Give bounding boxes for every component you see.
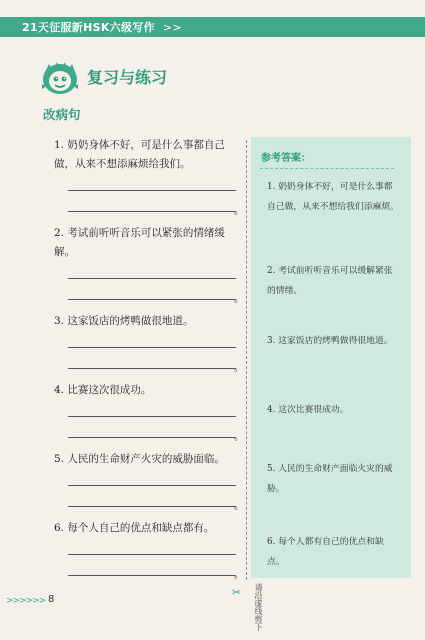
answer-item: 3. 这家饭店的烤鸭做得很地道。 [267,336,393,346]
question-text: 4. 比赛这次很成功。 [54,384,152,396]
question-text: 6. 每个人自己的优点和缺点都有。 [54,522,215,534]
page-number: 8 [48,594,55,605]
answer-blank [68,190,236,191]
answer-divider [260,168,394,169]
answer-blank [68,432,244,443]
section-title: 复习与练习 [87,68,168,87]
answer-item: 2. 考试前听听音乐可以缓解紧张的情绪。 [267,266,393,296]
answer-item: 1. 奶奶身体不好，可是什么事都自己做，从来不想给我们添麻烦。 [267,182,399,212]
header-arrows: >> [162,21,182,34]
question-item [54,519,244,581]
period-mark: 。 [234,363,244,374]
book-title: 21天征服新HSK六级写作 [22,21,155,34]
answer-blank [68,554,236,555]
question-text: 5. 人民的生命财产火灾的威胁面临。 [54,453,225,465]
scissors-icon: ✂ [232,586,242,599]
exercise-subheading: 改病句 [43,107,81,122]
cut-line-divider [246,140,247,580]
period-mark: 。 [234,501,244,512]
cut-instruction: 请沿虚线剪下 [254,583,263,631]
answer-blank [68,294,244,305]
period-mark: 。 [234,432,244,443]
question-item [54,450,244,512]
answer-item: 4. 这次比赛很成功。 [267,405,349,415]
period-mark: 。 [234,206,244,217]
question-item [54,312,244,374]
period-mark: 。 [234,294,244,305]
footer-arrows: >>>>>> [6,596,46,606]
answer-key-panel [251,137,411,578]
answer-blank [68,347,236,348]
question-text: 2. 考试前听听音乐可以紧张的情绪缓解。 [54,227,225,258]
header-title [22,19,182,35]
answer-blank [68,363,244,374]
answer-blank [68,501,244,512]
answer-item: 6. 每个人都有自己的优点和缺点。 [267,537,384,567]
answer-item: 5. 人民的生命财产面临火灾的威胁。 [267,464,393,494]
answer-blank [68,416,236,417]
question-item [54,136,244,217]
period-mark: 。 [234,570,244,581]
answer-blank [68,206,244,217]
cartoon-head-icon [40,58,80,98]
question-list [54,136,244,581]
question-text: 3. 这家饭店的烤鸭做很地道。 [54,315,194,327]
question-text: 1. 奶奶身体不好，可是什么事都自己做，从来不想添麻烦给我们。 [54,139,225,170]
answer-key-title: 参考答案： [261,153,311,164]
answer-blank [68,485,236,486]
question-item [54,224,244,305]
question-item [54,381,244,443]
answer-blank [68,570,244,581]
answer-blank [68,278,236,279]
